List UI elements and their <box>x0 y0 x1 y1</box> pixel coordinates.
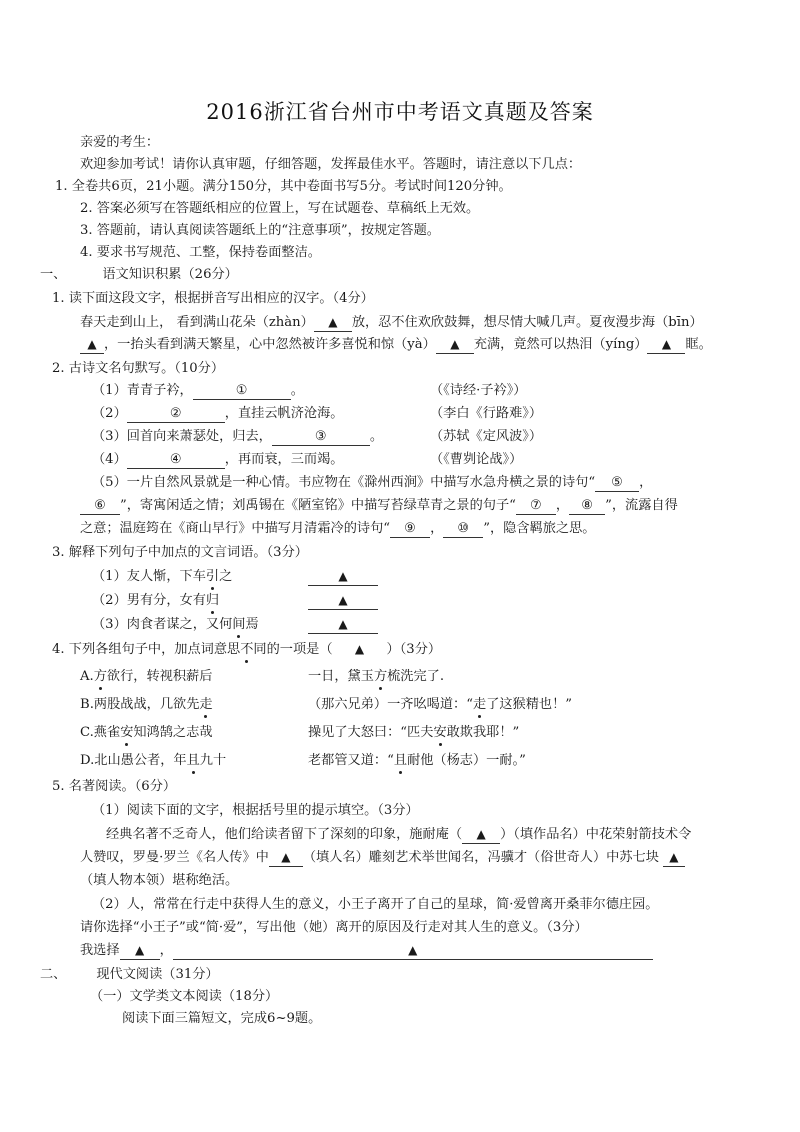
note-4: 4. 要求书写规范、工整，保持卷面整洁。 <box>80 245 321 260</box>
q4-option-a-left <box>80 668 212 686</box>
blank-number: ⑧ <box>581 498 594 513</box>
dotted-word: 且 <box>186 753 200 768</box>
q5-text: （填人名）雕刻艺术举世闻名，冯骥才（俗世奇人）中苏七块 <box>302 850 659 865</box>
blank-marker-icon: ▲ <box>354 642 365 656</box>
q2-item-3 <box>92 428 383 446</box>
blank-marker-icon: ▲ <box>661 337 672 351</box>
blank-number: ③ <box>314 429 327 444</box>
q4-option-b-left <box>80 696 213 714</box>
q2-text: （5）一片自然风景就是一种心情。韦应物在《滁州西涧》中描写水急舟横之景的诗句“ <box>92 475 596 490</box>
q5-part-1: （1）阅读下面的文字，根据括号里的提示填空。（3分） <box>92 803 419 818</box>
q2-item-5-line-3 <box>80 520 596 538</box>
q2-text: （3）回首向来萧瑟处，归去， <box>92 429 272 444</box>
blank-number: ⑤ <box>611 475 623 490</box>
blank-number: ⑩ <box>457 521 470 536</box>
section-2-subheading: （一）文学类文本阅读（18分） <box>90 989 279 1004</box>
q2-text: 之意；温庭筠在《商山早行》中描写月清霜冷的诗句“ <box>80 521 391 536</box>
dotted-word: 安 <box>120 725 134 740</box>
q2-text: ， <box>555 498 570 513</box>
q4-text: 4. 下列各组句子中，加点词意思 <box>52 642 241 657</box>
q3-text: （1）友人惭，下车 <box>92 569 206 584</box>
dotted-word: 且 <box>393 753 408 768</box>
answer-blank[interactable] <box>272 429 370 446</box>
page-title: 2016浙江省台州市中考语文真题及答案 <box>206 100 594 124</box>
q3-text: （2）男有分，女有 <box>92 593 206 608</box>
section-1-number: 一、 <box>40 267 67 282</box>
blank-number: ⑥ <box>94 498 106 513</box>
blank-marker-icon: ▲ <box>338 593 348 607</box>
q2-source-2: （李白《行路难》） <box>430 406 543 421</box>
q3-item-3 <box>92 616 259 634</box>
dotted-word: 方 <box>373 669 388 684</box>
option-text: A. <box>80 669 94 684</box>
answer-blank[interactable] <box>80 336 104 354</box>
answer-blank[interactable] <box>390 521 430 538</box>
q2-text: ，直挂云帆济沧海。 <box>224 406 344 421</box>
option-text: C.燕雀 <box>80 725 121 740</box>
q2-item-1 <box>92 382 304 400</box>
blank-number: ⑨ <box>404 521 416 536</box>
option-text: 一日，黛玉 <box>308 669 374 684</box>
q5-text: ）（填作品名）中花荣射箭技术令 <box>500 827 692 842</box>
q3-answer-2 <box>308 592 378 610</box>
answer-blank[interactable] <box>80 498 120 515</box>
answer-blank[interactable] <box>269 849 303 867</box>
q5-text: 经典名著不乏奇人，他们给读者留下了深刻的印象，施耐庵（ <box>106 827 463 842</box>
dotted-word: 间 <box>232 617 246 632</box>
q2-item-5-line-2 <box>80 497 678 515</box>
q5-text: 人赞叹，罗曼·罗兰《名人传》中 <box>80 850 269 865</box>
section-1-title: 语文知识积累（26分） <box>102 267 238 282</box>
answer-blank[interactable] <box>193 383 291 400</box>
dotted-word: 安 <box>433 725 447 740</box>
note-2: 2. 答案必须写在答题纸相应的位置上，写在试题卷、草稿纸上无效。 <box>80 201 480 216</box>
section-1-heading <box>40 266 238 284</box>
answer-blank[interactable] <box>663 849 685 867</box>
q2-text: ”，隐含羁旅之思。 <box>483 521 596 536</box>
q4-text: 同的一项是（ <box>253 642 333 657</box>
dotted-word: 走 <box>473 697 487 712</box>
q2-text: ， <box>639 475 653 490</box>
answer-blank[interactable] <box>516 498 556 515</box>
answer-blank[interactable] <box>308 616 378 634</box>
q1-line-2 <box>80 336 712 354</box>
q4-option-d-left <box>80 752 226 770</box>
answer-blank[interactable] <box>436 336 474 354</box>
q3-item-2 <box>92 592 219 610</box>
blank-marker-icon: ▲ <box>408 943 418 957</box>
q1-text: 放，忍不住欢欣鼓舞，想尽情大喊几声。夏夜漫步海（bīn） <box>351 315 703 330</box>
section-2-title: 现代文阅读（31分） <box>96 967 219 982</box>
answer-blank[interactable] <box>308 592 378 610</box>
q3-stem: 3. 解释下列句子中加点的文言词语。（3分） <box>52 545 308 560</box>
blank-marker-icon: ▲ <box>338 617 348 631</box>
q5-stem: 5. 名著阅读。（6分） <box>52 779 177 794</box>
answer-blank[interactable] <box>569 498 605 515</box>
q1-text: 春天走到山上， 看到满山花朵（zhàn） <box>80 315 314 330</box>
q1-stem: 1. 读下面这段文字，根据拼音写出相应的汉字。（4分） <box>52 291 374 306</box>
answer-blank[interactable] <box>120 942 160 960</box>
option-text: （那六兄弟）一齐吆喝道：“ <box>308 697 473 712</box>
section-2-heading <box>40 966 219 984</box>
note-3: 3. 答题前，请认真阅读答题纸上的“注意事项”，按规定答题。 <box>80 223 440 238</box>
q2-stem: 2. 古诗文名句默写。（10分） <box>52 361 225 376</box>
option-text: 九十 <box>199 753 227 768</box>
q2-item-2 <box>92 405 343 423</box>
intro-text: 欢迎参加考试！请你认真审题，仔细答题，发挥最佳水平。答题时，请注意以下几点： <box>80 157 582 172</box>
q5-part-2-line-2: 请你选择“小王子”或“简·爱”，写出他（她）离开的原因及行走对其人生的意义。（3分） <box>80 920 588 935</box>
q4-option-d-right <box>308 752 526 770</box>
q5-part-1-line-1 <box>106 826 691 844</box>
q3-item-1 <box>92 568 232 586</box>
option-text: D.北山愚公者，年 <box>80 753 187 768</box>
blank-marker-icon: ▲ <box>87 337 97 351</box>
answer-blank[interactable] <box>462 826 500 844</box>
q2-source-1: （《诗经·子衿》） <box>430 383 527 398</box>
q2-text: 。 <box>369 429 384 444</box>
q5-text: 我选择 <box>80 943 120 958</box>
blank-number: ① <box>235 383 248 398</box>
q2-text: ，再而衰，三而竭。 <box>224 452 344 467</box>
q2-text: 。 <box>290 383 304 398</box>
q3-text: （3）肉食者谋之，又何 <box>92 617 233 632</box>
blank-number: ⑦ <box>530 498 542 513</box>
q4-option-c-left <box>80 724 213 742</box>
note-1: 1. 全卷共6页，21小题。满分150分，其中卷面书写5分。考试时间120分钟。 <box>55 179 512 194</box>
option-text: 操见了大怒曰：“匹夫 <box>308 725 434 740</box>
blank-marker-icon: ▲ <box>338 569 348 583</box>
dotted-word: 走 <box>199 697 213 712</box>
blank-marker-icon: ▲ <box>669 850 679 864</box>
q4-option-a-right <box>308 668 444 686</box>
q5-part-1-line-2 <box>80 849 685 867</box>
option-text: 敢欺我耶！” <box>446 725 520 740</box>
q2-text: ”，流露自得 <box>605 498 678 513</box>
q1-line-1 <box>80 314 703 332</box>
option-text: 耐他（杨志）一耐。” <box>407 753 526 768</box>
q2-text: （1）青青子衿， <box>92 383 193 398</box>
dotted-word: 方 <box>93 669 107 684</box>
option-text: 欲行，转视积薪后 <box>106 669 213 684</box>
q2-text: （2） <box>92 406 127 421</box>
q2-item-5-line-1 <box>92 474 652 492</box>
q2-text: （4） <box>92 452 127 467</box>
blank-marker-icon: ▲ <box>476 827 486 841</box>
option-text: 知鸿鹄之志哉 <box>133 725 213 740</box>
answer-blank[interactable] <box>308 568 378 586</box>
q1-text: 充满，竟然可以热泪（yíng） <box>473 337 648 352</box>
q5-part-2: （2）人，常常在行走中获得人生的意义，小王子离开了自己的星球，简·爱曾离开桑菲尔德庄园。 <box>92 897 659 912</box>
q1-text: ，一抬头看到满天繁星，心中忽然被许多喜悦和惊（yà） <box>104 337 436 352</box>
q5-text: ， <box>159 943 173 958</box>
q2-item-4 <box>92 451 343 469</box>
greeting: 亲爱的考生： <box>80 135 160 150</box>
q5-part-2-line-3 <box>80 942 653 960</box>
q3-text: 焉 <box>245 617 259 632</box>
q2-source-4: （《曹刿论战》） <box>430 452 523 467</box>
q4-option-c-right <box>308 724 519 742</box>
q2-text: ， <box>430 521 444 536</box>
answer-blank[interactable] <box>127 406 225 423</box>
q3-answer-1 <box>308 568 378 586</box>
q4-text: ）（3分） <box>386 642 442 657</box>
q3-text: 之 <box>219 569 233 584</box>
dotted-word: 不 <box>240 642 254 657</box>
blank-marker-icon: ▲ <box>450 337 460 351</box>
answer-blank[interactable] <box>173 942 653 960</box>
blank-number: ② <box>169 406 182 421</box>
q2-source-3: （苏轼《定风波》） <box>430 429 543 444</box>
answer-blank[interactable] <box>443 521 483 538</box>
answer-blank[interactable] <box>595 475 639 492</box>
dotted-word: 引 <box>205 569 220 584</box>
q5-part-1-line-3: （填人物本领）堪称绝活。 <box>80 873 239 888</box>
section-2-instruction: 阅读下面三篇短文，完成6~9题。 <box>122 1011 322 1026</box>
option-text: 梳洗完了. <box>387 669 445 684</box>
option-text: 了这猴精也！” <box>486 697 573 712</box>
q4-stem <box>52 640 441 659</box>
section-2-number: 二、 <box>40 967 67 982</box>
q1-text: 眶。 <box>685 337 712 352</box>
blank-marker-icon: ▲ <box>281 850 291 864</box>
q3-answer-3 <box>308 616 378 634</box>
option-text: 老都管又道：“ <box>308 753 394 768</box>
answer-blank[interactable] <box>314 314 352 332</box>
option-text: B.两股战战，几欲先 <box>80 697 200 712</box>
dotted-word: 归 <box>205 593 220 608</box>
answer-blank[interactable] <box>333 640 387 659</box>
answer-blank[interactable] <box>647 336 685 354</box>
blank-marker-icon: ▲ <box>134 943 145 957</box>
blank-number: ④ <box>169 452 182 467</box>
blank-marker-icon: ▲ <box>328 315 338 329</box>
q4-option-b-right <box>308 696 572 714</box>
q2-text: ”，寄寓闲适之情；刘禹锡在《陋室铭》中描写苔绿草青之景的句子“ <box>120 498 516 513</box>
answer-blank[interactable] <box>127 452 225 469</box>
